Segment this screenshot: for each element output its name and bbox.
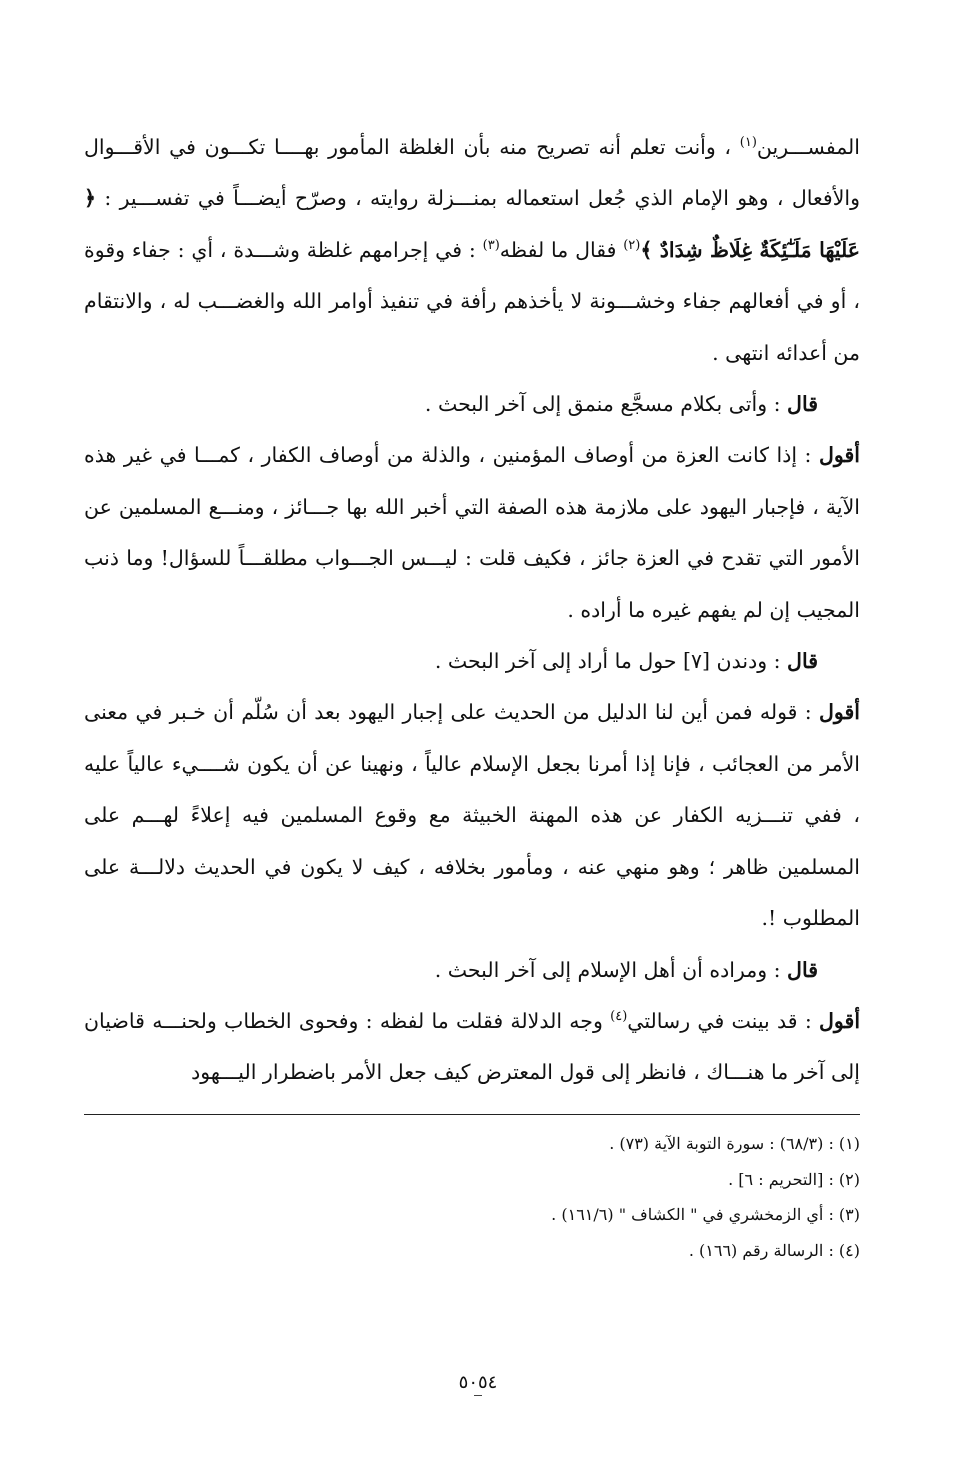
paragraph-1 [84,122,860,379]
text-run: : ومراده أن أهل الإسلام إلى آخر البحث . [434,957,788,982]
text-run: : إذا كانت العزة من أوصاف المؤمنين ، والذلة من أوصاف الكفار ، كمـــا في غير هذه الآية ، فإجبار اليهود على ملازمة هذه الصفة التي أخبر الله بها جـــائز ، ومنـــع المسلمين عن الأمور التي تقدح في العزة جائز ، فكيف قلت : ليـــس الجـــواب مطلقـــاً للسؤال! وما ذنب المجيب إن لم يفهم غيره ما أراده . [84,443,860,622]
keyword-qala: قال [787,649,818,674]
footnote-3: (٣) : أي الزمخشري في " الكشاف " (١٦١/٦) . [551,1205,860,1224]
main-text [84,122,860,1099]
paragraph-4 [84,636,860,687]
quranic-verse: ﴿ عَلَيْهَا مَلَـٰٓئِكَةٌ غِلَاظٌ شِدَادٌ ﴾ [84,186,860,262]
text-run: : وأتى بكلام مسجَّع منمق إلى آخر البحث . [424,392,788,417]
keyword-qala: قال [787,957,818,982]
page-number: ٥٠٥٤ [458,1372,498,1393]
paragraph-2 [84,379,860,430]
footnote-4: (٤) : الرسالة رقم (١٦٦) . [688,1240,860,1260]
keyword-aqulu: أقول [819,700,860,725]
paragraph-7 [84,996,860,1099]
text-run: المفســـرين [756,135,860,159]
text-run: فقال ما لفظه [499,237,624,262]
footnote-ref-1: (١) [739,135,757,151]
text-run: : قوله فمن أين لنا الدليل من الحديث على إجبار اليهود بعد أن سُلّم أن خـبر في معنى الأمر من العجائب ، فإنا إذا أمرنا بجعل الإسلام عالياً ، ونهينا عن أن يكون شــــيء عالياً عليه ، ففي تنـــزيه الكفار عن هذه المهنة الخبيثة مع وقوع المسلمين فيه إعلاءً لهـــم على المسلمين ظاهر ؛ وهو منهي عنه ، ومأمور بخلافه ، كيف لا يكون في الحديث دلالـــة على المطلوب !. [84,700,860,931]
footnote-separator [84,1114,860,1115]
text-run: ، وأنت تعلم أنه تصريح منه بأن الغلظة المأمور بهــــا تكـــون في الأقـــوال والأفعال ، وهو الإمام الذي جُعل استعماله بمنـــزلة روايته ، وصرّح أيضـــاً في تفســـير : [84,135,860,211]
paragraph-6 [84,945,860,996]
footnote-1: (١) : (٦٨/٣) : سورة التوبة الآية (٧٣) . [609,1134,860,1153]
keyword-aqulu: أقول [819,1008,861,1033]
page-number-underline [474,1395,482,1396]
keyword-aqulu: أقول [819,443,860,468]
page-number-block [0,1372,956,1396]
text-run: : قد بينت في رسالتي [627,1008,820,1033]
paragraph-3 [84,430,860,636]
paragraph-5 [84,687,860,944]
footnote-ref-3: (٣) [482,237,500,253]
footnote-ref-2: (٢) [623,237,641,253]
footnote-ref-4: (٤) [610,1009,628,1025]
text-run: : ودندن [٧] حول ما أراد إلى آخر البحث . [434,649,788,674]
keyword-qala: قال [787,392,818,417]
footnote-2: (٢) : [التحريم : ٦] . [728,1169,860,1189]
text-run: وجه الدلالة فقلت ما لفظه : وفحوى الخطاب ولحنـــه قاضيان إلى آخر ما هنـــاك ، فانظر إلى قول المعترض كيف جعل الأمر باضطرار اليـــهود [84,1008,860,1085]
footnotes [160,1126,860,1268]
text-run: : في إجرامهم غلظة وشـــدة ، أي : جفاء وقوة ، أو في أفعالهم جفاء وخشـــونة لا يأخذهم رأفة في تنفيذ أوامر الله والغضـــب له ، والانتقام من أعدائه انتهى . [84,237,860,365]
